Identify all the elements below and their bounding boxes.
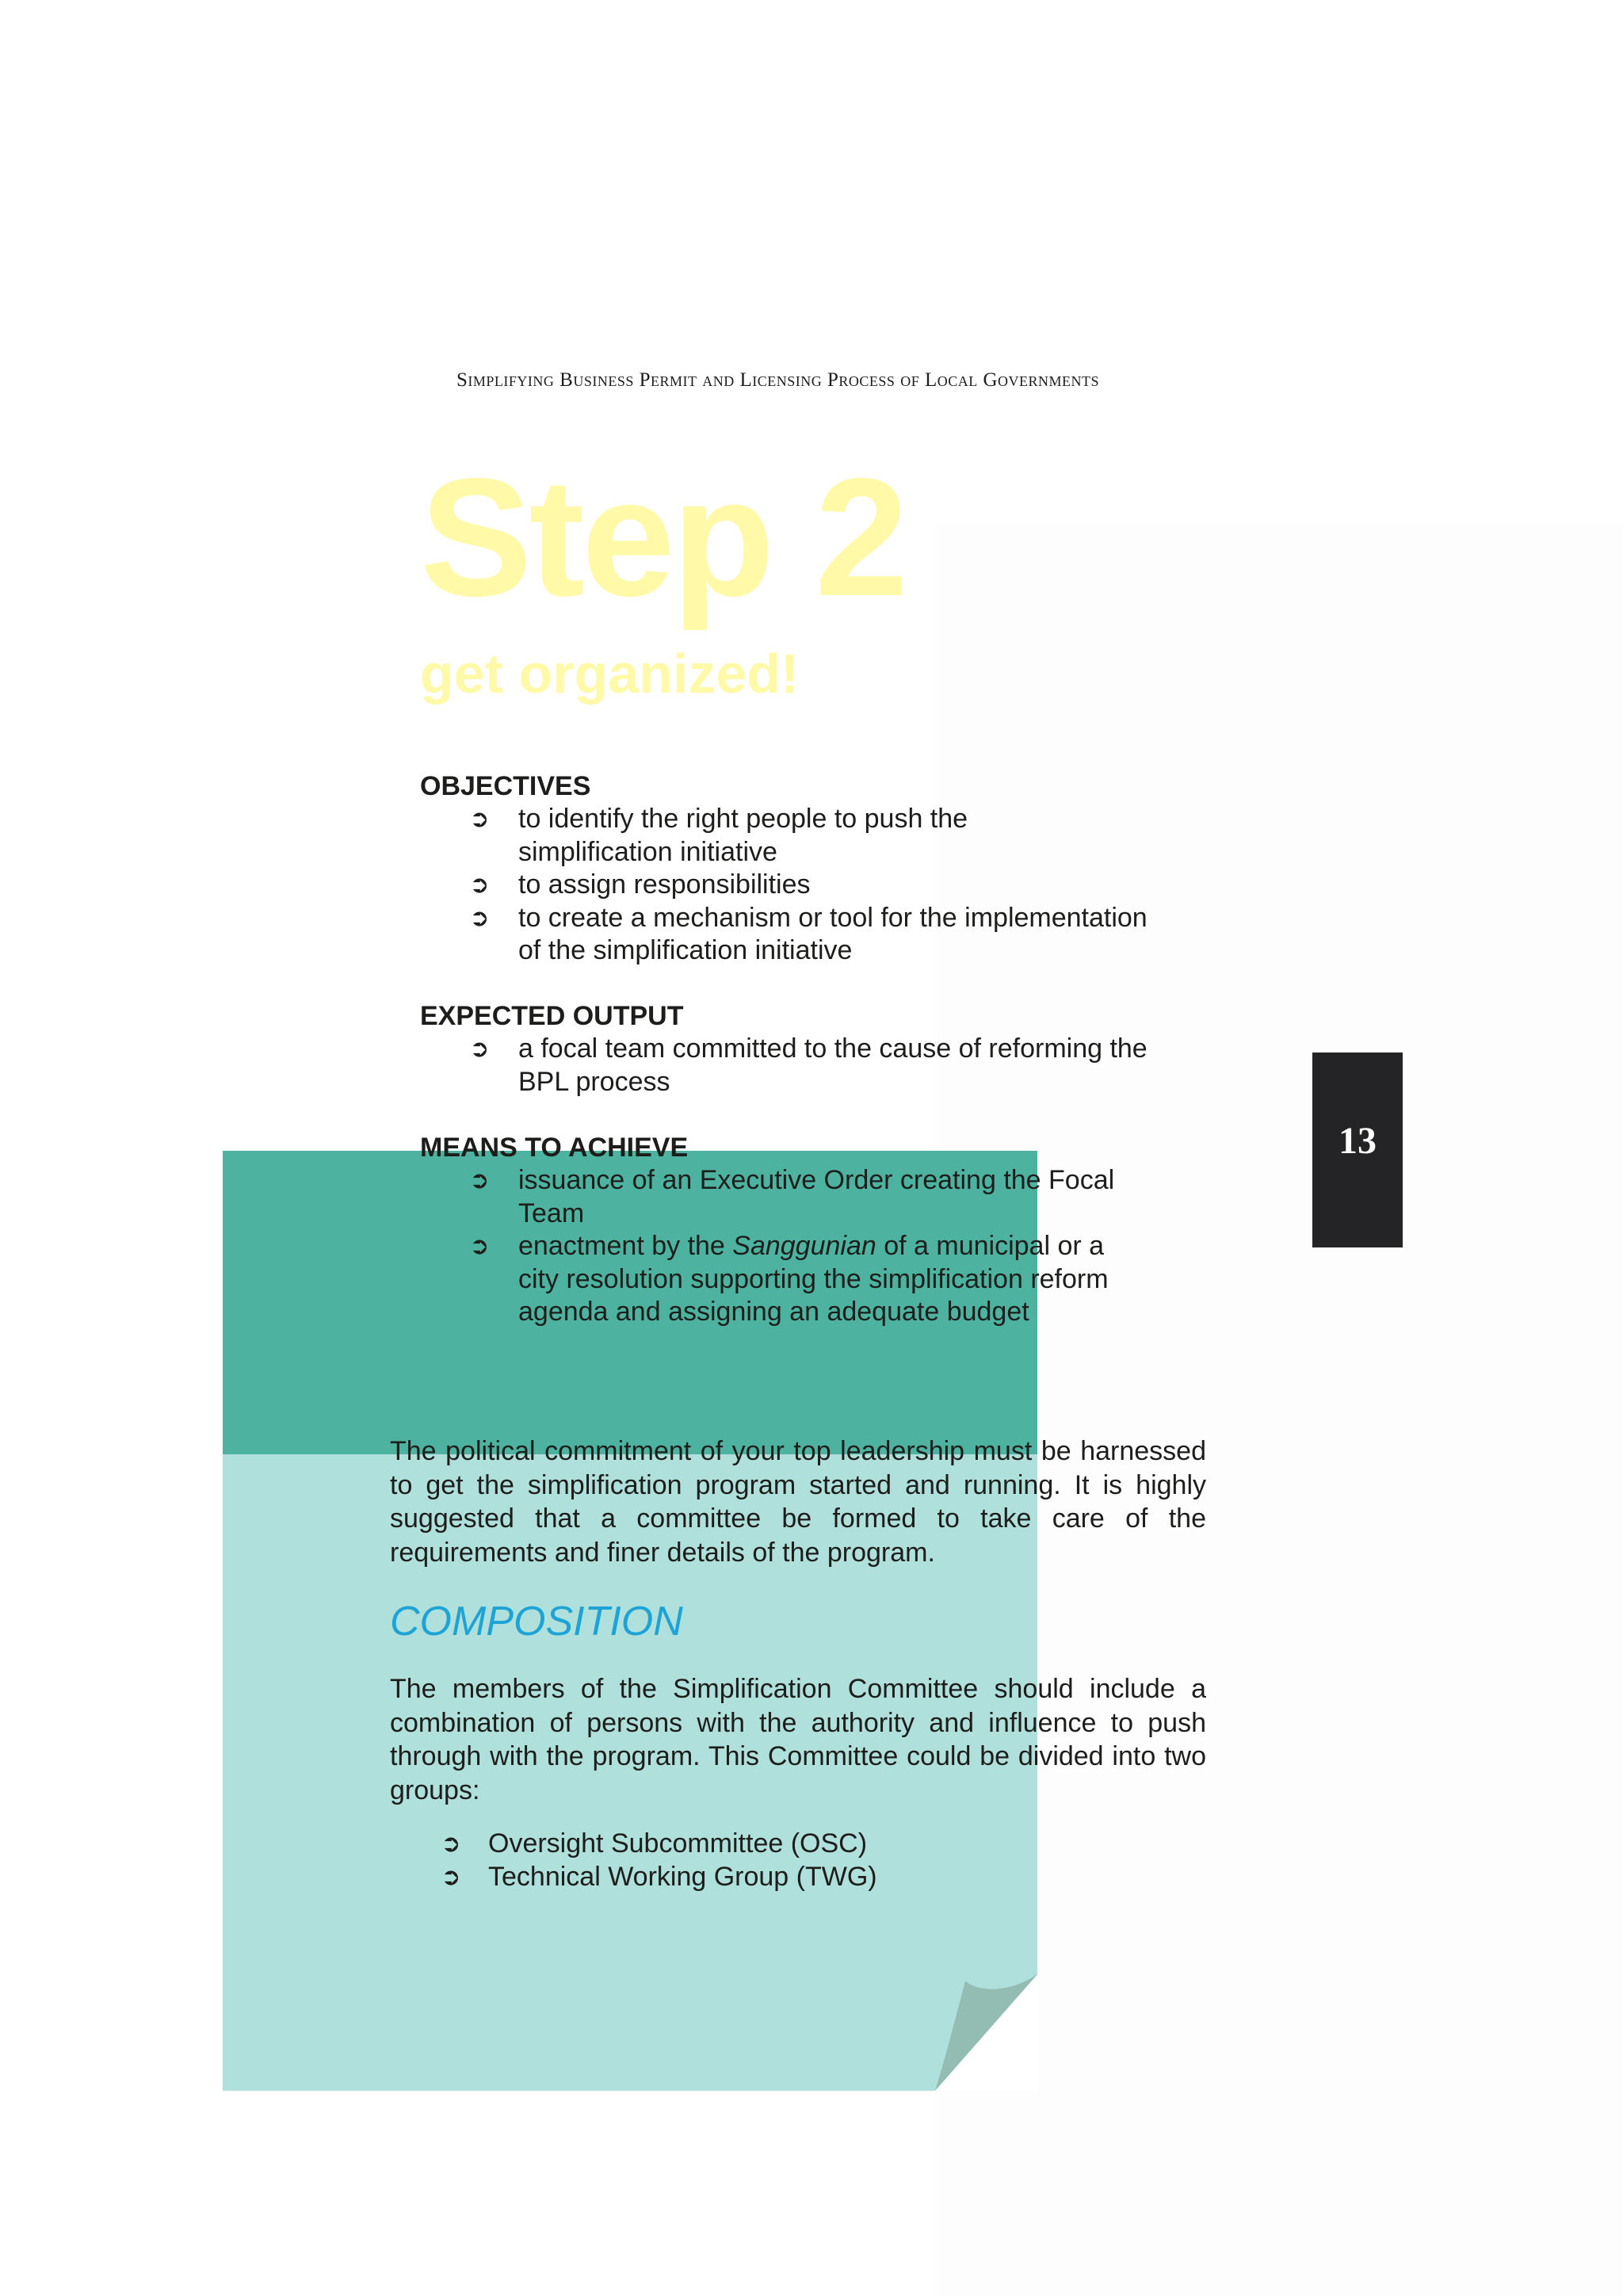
composition-paragraph: The members of the Simplification Committee should include a combination of persons with the authority and influence to push through with the program. This Committee could be divided into two groups:: [390, 1674, 1206, 1805]
means-to-achieve-list: [420, 1164, 1212, 1329]
page-curl-graphic: [935, 1973, 1038, 2091]
arrow-bullet-icon: ➲: [441, 1830, 461, 1858]
list-item: ➲ issuance of an Executive Order creating the Focal Team: [420, 1164, 1212, 1230]
means-to-achieve-heading: MEANS TO ACHIEVE: [420, 1133, 689, 1163]
list-item: ➲ to identify the right people to push the simplification initiative: [420, 803, 1212, 869]
means-to-achieve-section: [420, 1132, 1212, 1329]
list-item: ➲ Technical Working Group (TWG): [390, 1861, 1024, 1894]
objectives-section: [420, 770, 1212, 968]
step-title: Step 2: [420, 443, 906, 631]
list-item: ➲ to create a mechanism or tool for the implementation of the simplification initiative: [420, 902, 1212, 968]
expected-output-list: [420, 1033, 1212, 1098]
committee-groups: [390, 1828, 1024, 1893]
expected-output-heading: EXPECTED OUTPUT: [420, 1001, 684, 1031]
arrow-bullet-icon: ➲: [469, 1167, 490, 1194]
list-item: ➲ enactment by the Sanggunian of a municipal or a city resolution supporting the simplification reform agenda and assigning an adequate budget: [420, 1230, 1212, 1329]
list-item: ➲ Oversight Subcommittee (OSC): [390, 1828, 1024, 1861]
sanggunian-term: Sanggunian: [732, 1231, 876, 1261]
list-item: ➲ a focal team committed to the cause of reforming the BPL process: [420, 1033, 1212, 1098]
page-number-tab: [1312, 1052, 1403, 1247]
list-item: ➲ to assign responsibilities: [420, 869, 1212, 902]
objectives-heading: OBJECTIVES: [420, 771, 591, 801]
arrow-bullet-icon: ➲: [469, 1232, 490, 1260]
arrow-bullet-icon: ➲: [469, 904, 490, 932]
running-header: Simplifying Business Permit and Licensing Process of Local Governments: [456, 369, 1100, 391]
arrow-bullet-icon: ➲: [469, 1035, 490, 1063]
arrow-bullet-icon: ➲: [441, 1862, 461, 1891]
objectives-list: [420, 803, 1212, 968]
intro-paragraph: The political commitment of your top leadership must be harnessed to get the simplification program started and running. It is highly suggested that a committee be formed to take care of the requirements and finer details of the program.: [390, 1436, 1206, 1568]
arrow-bullet-icon: ➲: [469, 805, 490, 833]
arrow-bullet-icon: ➲: [469, 871, 490, 899]
page-number: 13: [1338, 1120, 1377, 1162]
step-subtitle: get organized!: [420, 643, 800, 705]
expected-output-section: [420, 1000, 1212, 1098]
composition-heading: COMPOSITION: [390, 1599, 683, 1645]
